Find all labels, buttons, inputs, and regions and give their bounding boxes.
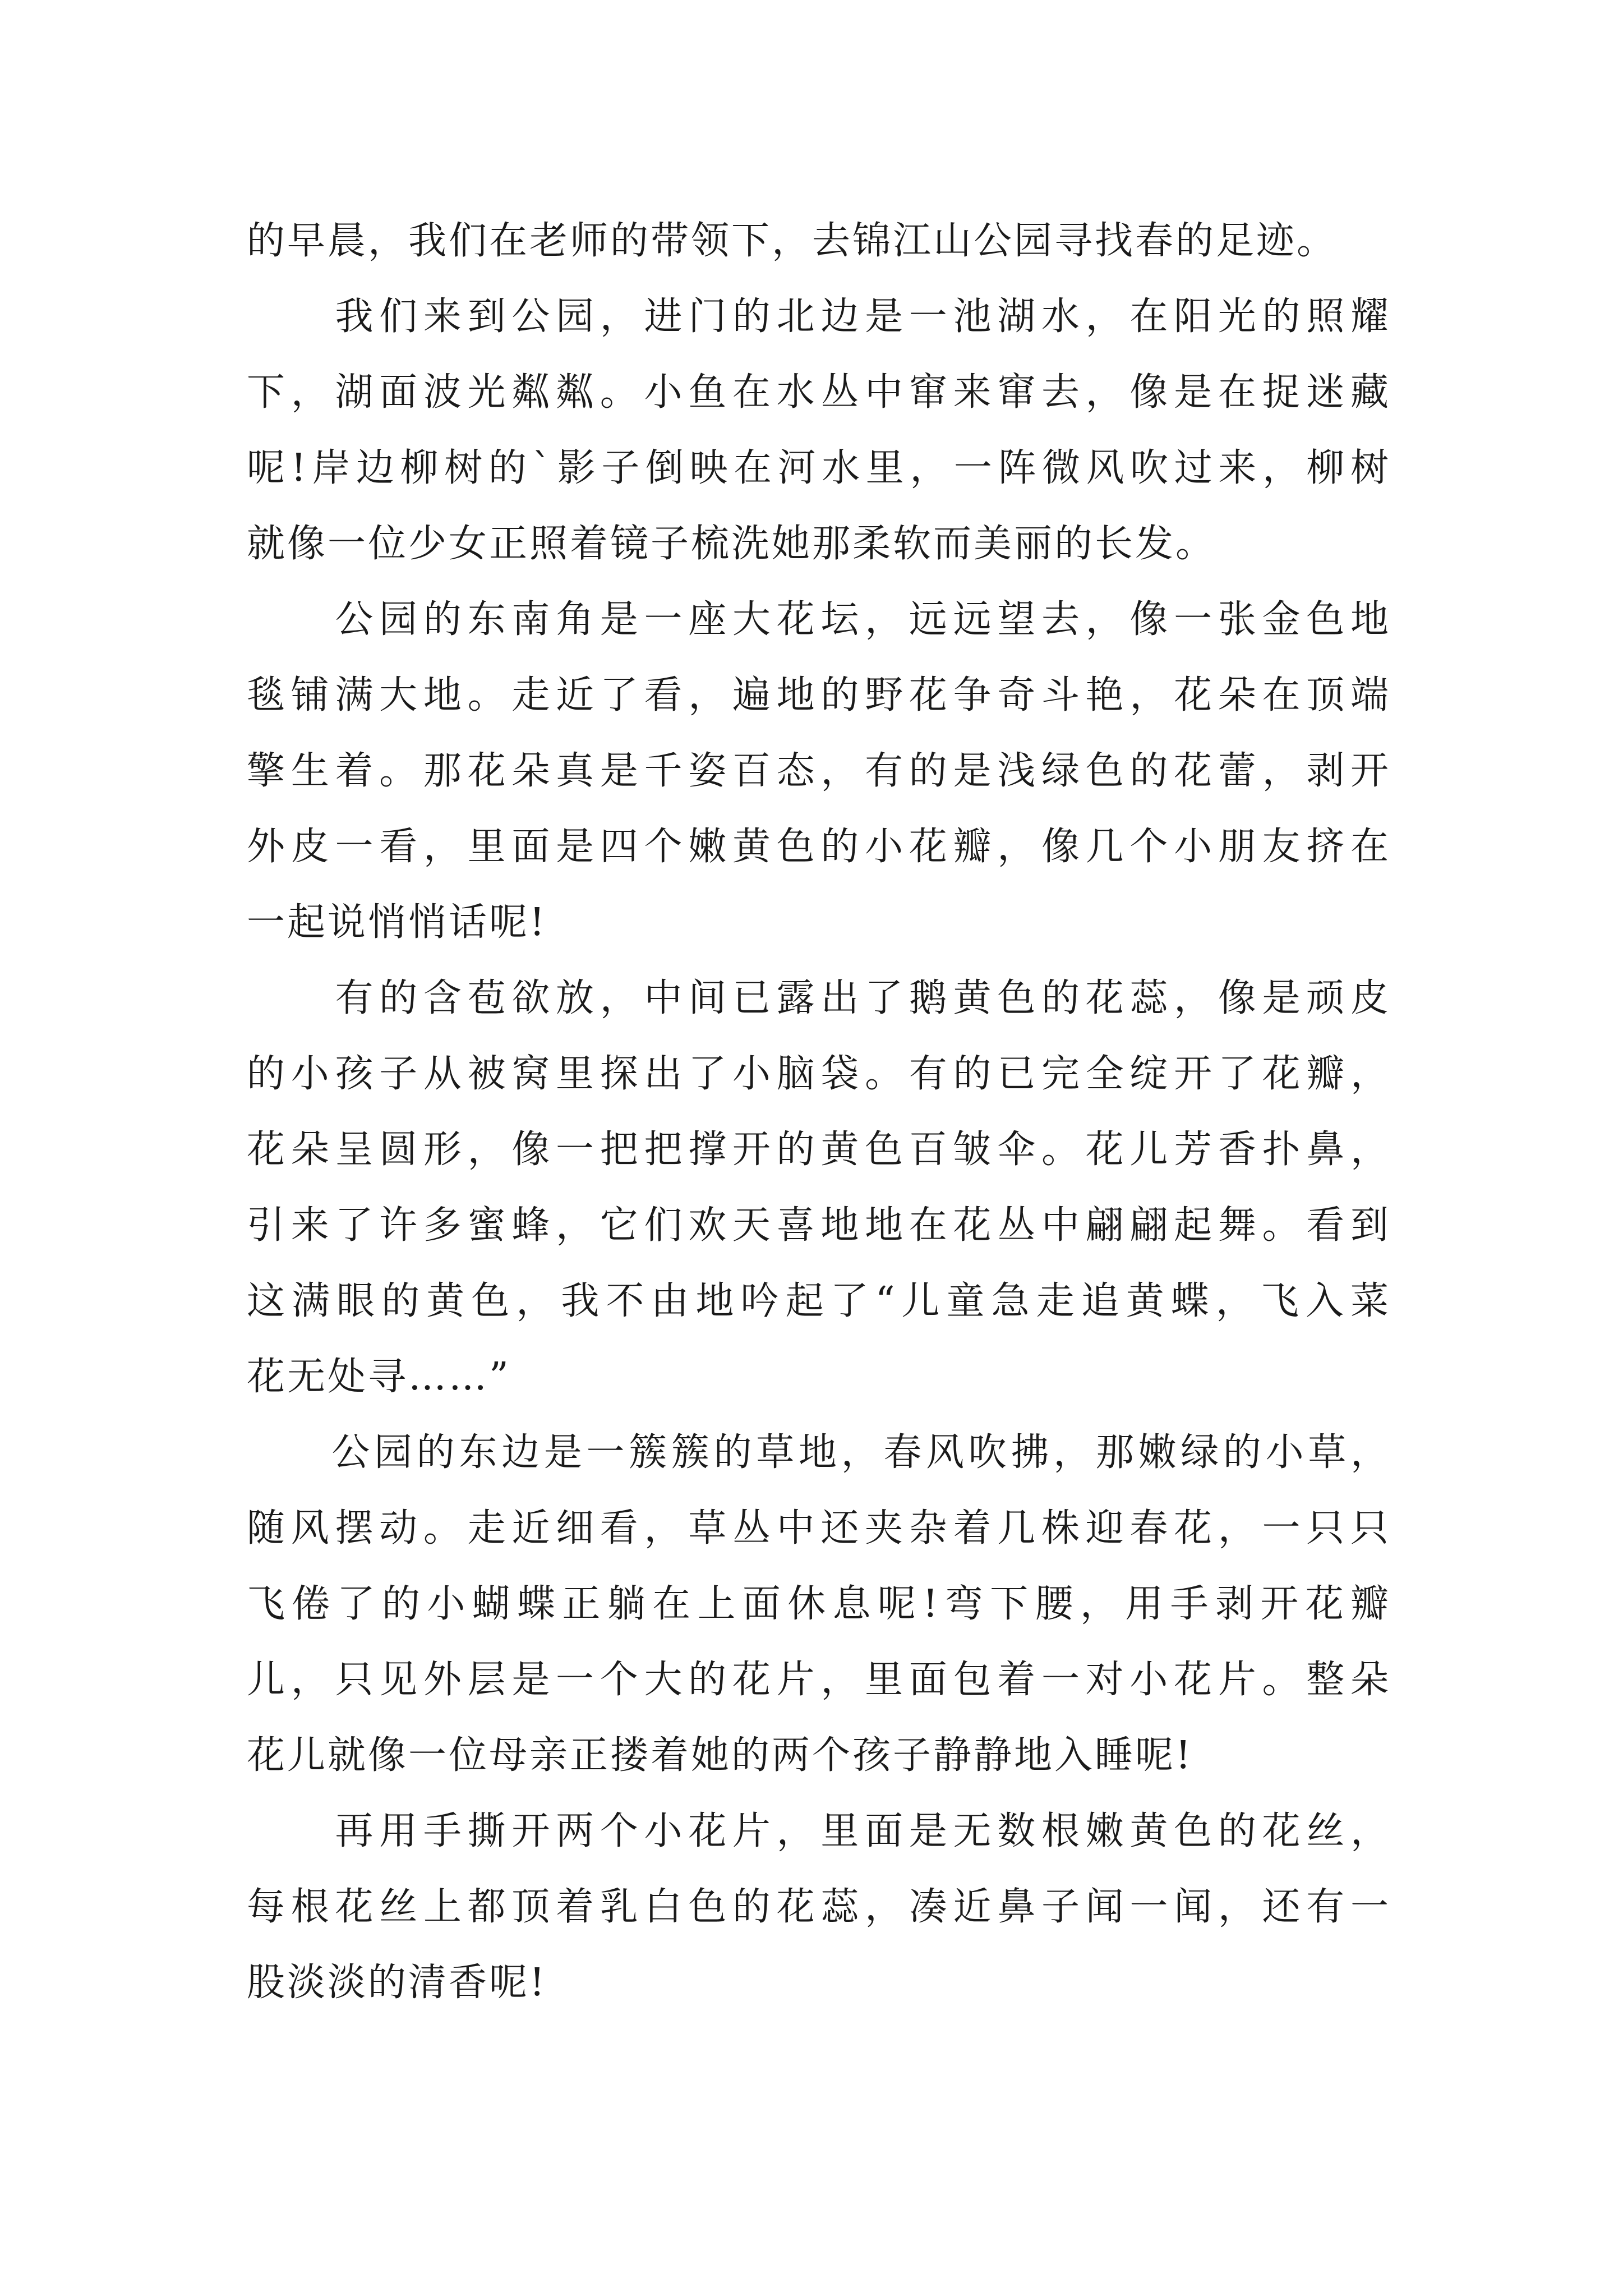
text-line: 股淡淡的清香呢!	[247, 1961, 547, 2005]
text-line: 儿，只见外层是一个大的花片，里面包着一对小花片。整朵	[247, 1658, 1391, 1702]
text-line: 花无处寻……”	[247, 1355, 511, 1399]
text-line: 这满眼的黄色，我不由地吟起了“儿童急走追黄蝶，飞入菜	[247, 1279, 1391, 1323]
text-line: 花儿就像一位母亲正搂着她的两个孩子静静地入睡呢!	[247, 1733, 1193, 1778]
text-line: 就像一位少女正照着镜子梳洗她那柔软而美丽的长发。	[247, 522, 1216, 566]
text-line: 引来了许多蜜蜂，它们欢天喜地地在花丛中翩翩起舞。看到	[247, 1203, 1391, 1248]
text-line: 擎生着。那花朵真是千姿百态，有的是浅绿色的花蕾，剥开	[247, 749, 1391, 793]
text-line: 的早晨，我们在老师的带领下，去锦江山公园寻找春的足迹。	[247, 219, 1338, 263]
text-line: 公园的东南角是一座大花坛，远远望去，像一张金色地	[247, 597, 1391, 642]
text-line: 公园的东边是一簇簇的草地，春风吹拂，那嫩绿的小草，	[247, 1430, 1391, 1475]
body-text	[247, 203, 1391, 2021]
text-line: 再用手撕开两个小花片，里面是无数根嫩黄色的花丝，	[247, 1809, 1391, 1853]
text-line: 的小孩子从被窝里探出了小脑袋。有的已完全绽开了花瓣，	[247, 1052, 1391, 1096]
text-line: 随风摆动。走近细看，草丛中还夹杂着几株迎春花，一只只	[247, 1506, 1391, 1550]
text-line: 每根花丝上都顶着乳白色的花蕊，凑近鼻子闻一闻，还有一	[247, 1885, 1391, 1929]
text-line: 下，湖面波光粼粼。小鱼在水丛中窜来窜去，像是在捉迷藏	[247, 370, 1391, 415]
text-line: 我们来到公园，进门的北边是一池湖水，在阳光的照耀	[247, 295, 1391, 339]
text-line: 毯铺满大地。走近了看，遍地的野花争奇斗艳，花朵在顶端	[247, 673, 1391, 717]
text-line: 一起说悄悄话呢!	[247, 900, 547, 945]
text-line: 有的含苞欲放，中间已露出了鹅黄色的花蕊，像是顽皮	[247, 976, 1391, 1020]
text-line: 呢!岸边柳树的`影子倒映在河水里，一阵微风吹过来，柳树	[247, 446, 1391, 490]
text-line: 花朵呈圆形，像一把把撑开的黄色百皱伞。花儿芳香扑鼻，	[247, 1128, 1391, 1172]
text-line: 外皮一看，里面是四个嫩黄色的小花瓣，像几个小朋友挤在	[247, 825, 1391, 869]
text-line: 飞倦了的小蝴蝶正躺在上面休息呢!弯下腰，用手剥开花瓣	[247, 1582, 1391, 1626]
